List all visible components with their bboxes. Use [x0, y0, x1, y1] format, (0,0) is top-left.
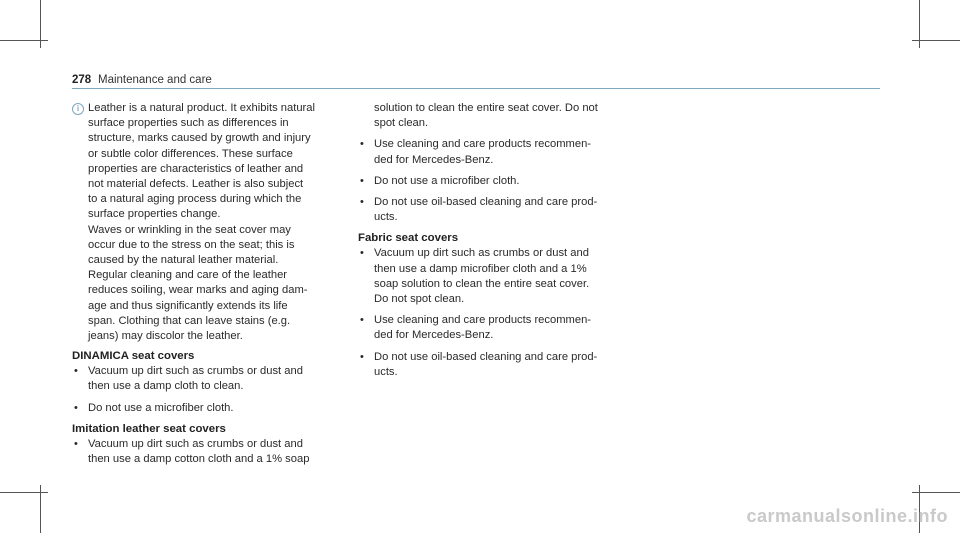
- list-item: • Vacuum up dirt such as crumbs or dust and then use a damp microfiber cloth and a 1% soap solution to clean the entire seat cover. Do not spot clean.: [360, 247, 590, 306]
- crop-mark-tr-h: [912, 40, 960, 41]
- crop-mark-bl-h: [0, 492, 48, 493]
- imitation-list-continued: [358, 137, 608, 225]
- dinamica-list: [72, 364, 322, 416]
- bullet-icon: •: [360, 247, 364, 260]
- bullet-icon: •: [74, 365, 78, 378]
- continued-text: solution to clean the entire seat cover. Do not spot clean.: [374, 102, 598, 130]
- crop-mark-br-h: [912, 492, 960, 493]
- leather-note: [72, 101, 322, 344]
- bullet-icon: •: [360, 174, 364, 187]
- list-item: • Do not use oil-based cleaning and care prod- ucts.: [360, 350, 598, 378]
- bullet-icon: •: [360, 314, 364, 327]
- fabric-list: [358, 246, 608, 380]
- column-left: [72, 101, 322, 473]
- list-item: • Do not use a microfiber cloth.: [358, 174, 608, 189]
- bullet-icon: •: [74, 437, 78, 450]
- list-item: • Use cleaning and care products recommen- ded for Mercedes-Benz.: [360, 314, 592, 342]
- imitation-list: [72, 437, 322, 467]
- imitation-heading: Imitation leather seat covers: [72, 422, 226, 435]
- list-item: • Do not use a microfiber cloth.: [72, 401, 322, 416]
- dinamica-heading: DINAMICA seat covers: [72, 350, 195, 363]
- page-number: 278: [72, 74, 92, 86]
- leather-note-text: Leather is a natural product. It exhibits natural surface properties such as differences in structure, marks caused by growth and injury or subtle color differences. These surface properties are characteristics of leather and not material defects. Leather is also subject to a natural aging process during which the surface properties change. Waves or wrinkling in the seat cover may occur due to the stress on the seat; this is caused by the natural leather material. Regular cleaning and care of the leather reduces soiling, wear marks and aging dam- age and thus significantly extends its life span. Clothing that can leave stains (e.g. jeans) may discolor the leather.: [88, 102, 315, 343]
- bullet-icon: •: [360, 138, 364, 151]
- list-item: • Vacuum up dirt such as crumbs or dust and then use a damp cotton cloth and a 1% soap: [74, 437, 310, 466]
- list-item: • Do not use oil-based cleaning and care prod- ucts.: [360, 196, 598, 224]
- bullet-icon: •: [360, 196, 364, 209]
- bullet-icon: •: [74, 401, 78, 414]
- bullet-icon: •: [360, 350, 364, 363]
- column-right: [358, 101, 608, 386]
- section-title: Maintenance and care: [98, 74, 212, 86]
- page-header: [72, 74, 880, 89]
- fabric-heading: Fabric seat covers: [358, 232, 459, 245]
- list-item: • Vacuum up dirt such as crumbs or dust and then use a damp cloth to clean.: [74, 365, 303, 393]
- list-item: • Use cleaning and care products recommen- ded for Mercedes-Benz.: [360, 138, 592, 166]
- crop-mark-tl-h: [0, 40, 48, 41]
- watermark: carmanualsonline.info: [746, 506, 948, 526]
- info-icon: i: [72, 103, 84, 115]
